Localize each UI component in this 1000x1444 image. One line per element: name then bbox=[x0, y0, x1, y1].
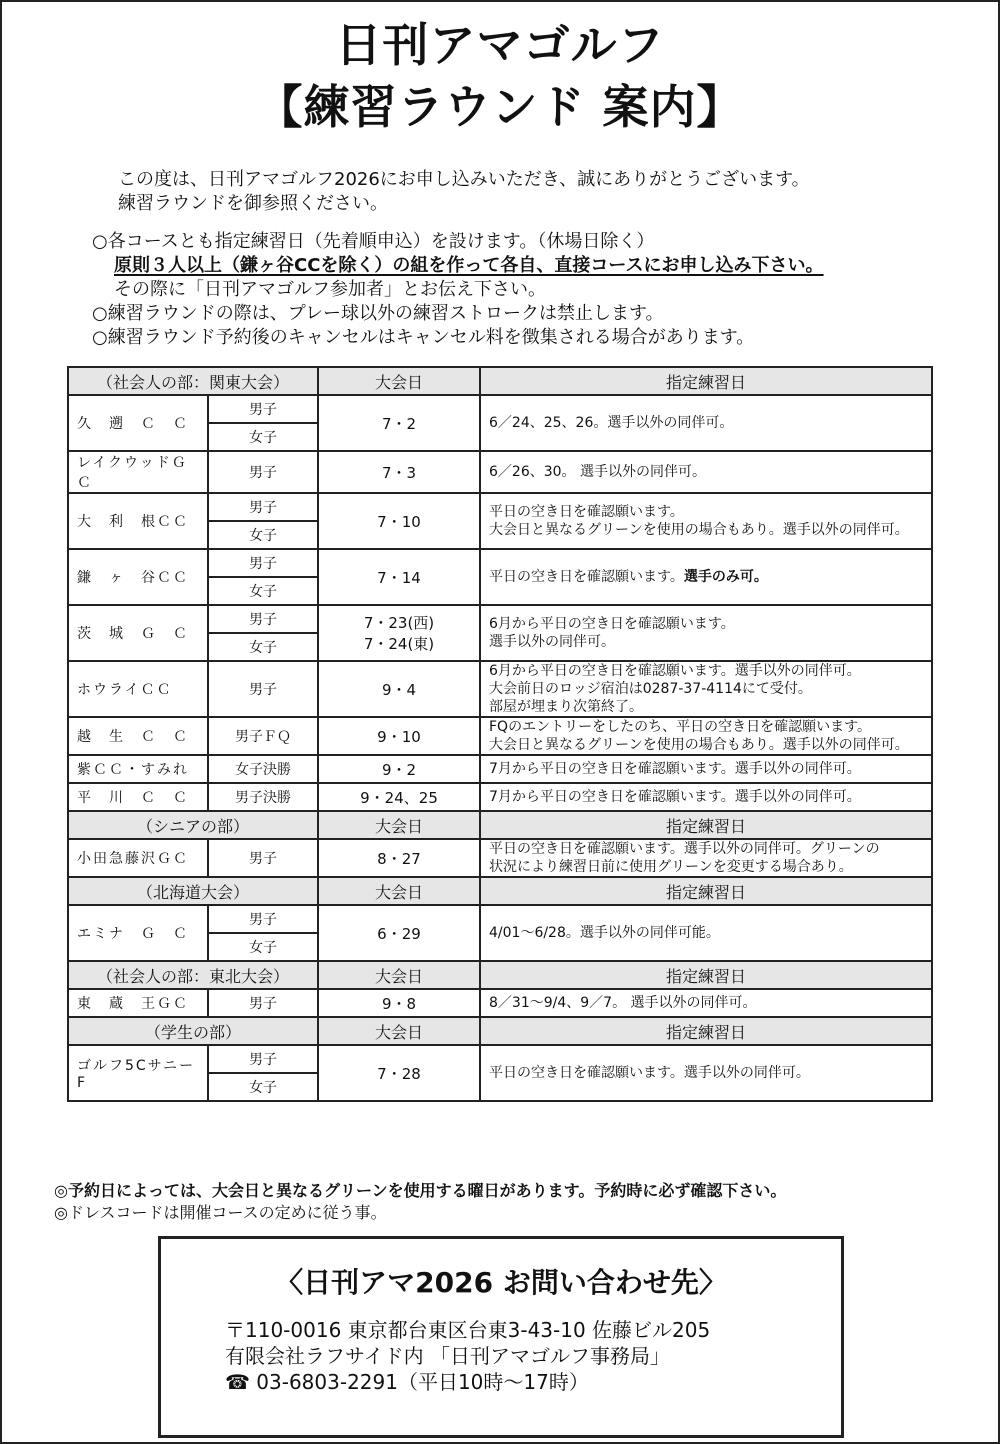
contact-title: 〈日刊アマ2026 お問い合わせ先〉 bbox=[275, 1266, 727, 1299]
date-value: 9・24、25 bbox=[360, 788, 438, 807]
category: 男子 bbox=[208, 989, 318, 1017]
tournament-date bbox=[318, 1045, 480, 1101]
category: 男子 bbox=[208, 839, 318, 877]
table-row bbox=[68, 605, 932, 633]
course-name: レイクウッドＧＣ bbox=[68, 451, 208, 493]
column-header-date: 大会日 bbox=[318, 811, 480, 839]
course-name: 越 生 Ｃ Ｃ bbox=[68, 717, 208, 755]
tournament-date bbox=[318, 839, 480, 877]
table-row bbox=[68, 451, 932, 493]
practice-line bbox=[489, 840, 923, 858]
practice-days bbox=[480, 783, 932, 811]
practice-text: 平日の空き日を確認願います。選手以外の同伴可。 bbox=[489, 1065, 810, 1081]
category: 男子 bbox=[208, 395, 318, 423]
practice-line bbox=[489, 698, 923, 716]
course-name: ゴルフ5Cサニー F bbox=[68, 1045, 208, 1101]
practice-days bbox=[480, 1045, 932, 1101]
table-row bbox=[68, 717, 932, 755]
contact-address: 〒110-0016 東京都台東区台東3-43-10 佐藤ビル205 bbox=[225, 1318, 711, 1342]
table-row bbox=[68, 1045, 932, 1073]
practice-line bbox=[489, 568, 923, 586]
course-name: 久 遡 Ｃ Ｃ bbox=[68, 395, 208, 451]
contact-phone-line bbox=[225, 1369, 710, 1395]
table-row bbox=[68, 839, 932, 877]
practice-text: 6／24、25、26。選手以外の同伴可。 bbox=[489, 415, 734, 431]
table-row bbox=[68, 989, 932, 1017]
section-header-row bbox=[68, 961, 932, 989]
practice-text: 大会日と異なるグリーンを使用の場合もあり。選手以外の同伴可。 bbox=[489, 737, 909, 753]
practice-line bbox=[489, 503, 923, 521]
table-row bbox=[68, 493, 932, 521]
contact-office: 有限会社ラフサイド内 「日刊アマゴルフ事務局」 bbox=[225, 1344, 670, 1368]
section-division-label: （社会人の部：東北大会） bbox=[68, 961, 318, 989]
column-header-date: 大会日 bbox=[318, 367, 480, 395]
phone-icon: ☎ bbox=[225, 1370, 250, 1394]
section-header-row bbox=[68, 811, 932, 839]
practice-text: 8／31～9/4、9／7。 選手以外の同伴可。 bbox=[489, 995, 757, 1011]
practice-days bbox=[480, 755, 932, 783]
page-subtitle: 【練習ラウンド 案内】 bbox=[256, 80, 744, 134]
category: 男子 bbox=[208, 605, 318, 633]
date-value: 9・10 bbox=[377, 727, 421, 746]
practice-line bbox=[489, 463, 923, 481]
practice-line bbox=[489, 521, 923, 539]
practice-text: 平日の空き日を確認願います。 bbox=[489, 569, 684, 585]
course-name: 平 川 Ｃ Ｃ bbox=[68, 783, 208, 811]
category: 男子 bbox=[208, 451, 318, 493]
course-name: 小田急藤沢ＧＣ bbox=[68, 839, 208, 877]
tournament-date bbox=[318, 905, 480, 961]
category: 女子 bbox=[208, 577, 318, 605]
practice-text: 大会前日のロッジ宿泊は0287-37-4114にて受付。 bbox=[489, 681, 812, 697]
section-header-row bbox=[68, 877, 932, 905]
date-value: 9・2 bbox=[381, 760, 417, 779]
note-sub: その際に「日刊アマゴルフ参加者」とお伝え下さい。 bbox=[114, 279, 546, 300]
practice-line bbox=[489, 736, 923, 754]
tournament-date bbox=[318, 395, 480, 451]
practice-days bbox=[480, 451, 932, 493]
practice-text: 4/01～6/28。選手以外の同伴可能。 bbox=[489, 925, 720, 941]
practice-text: 部屋が埋まり次第終了。 bbox=[489, 699, 643, 715]
practice-text: 状況により練習日前に使用グリーンを変更する場合あり。 bbox=[489, 859, 853, 875]
contact-box bbox=[158, 1236, 844, 1438]
practice-text: 7月から平日の空き日を確認願います。選手以外の同伴可。 bbox=[489, 789, 861, 805]
column-header-practice: 指定練習日 bbox=[480, 1017, 932, 1045]
course-name: 紫ＣＣ・すみれ bbox=[68, 755, 208, 783]
practice-line bbox=[489, 760, 923, 778]
practice-line bbox=[489, 788, 923, 806]
category: 女子決勝 bbox=[208, 755, 318, 783]
category: 女子 bbox=[208, 521, 318, 549]
practice-line bbox=[489, 680, 923, 698]
column-header-practice: 指定練習日 bbox=[480, 961, 932, 989]
category: 男子 bbox=[208, 905, 318, 933]
category: 女子 bbox=[208, 633, 318, 661]
table-row bbox=[68, 549, 932, 577]
section-division-label: （学生の部） bbox=[68, 1017, 318, 1045]
category: 男子ＦＱ bbox=[208, 717, 318, 755]
date-value: 8・27 bbox=[377, 849, 421, 868]
practice-days bbox=[480, 839, 932, 877]
note-item: ○各コースとも指定練習日（先着順申込）を設けます。（休場日除く） bbox=[92, 231, 655, 252]
category: 女子 bbox=[208, 1073, 318, 1101]
tournament-date bbox=[318, 661, 480, 717]
category: 男子 bbox=[208, 493, 318, 521]
practice-text: FQのエントリーをしたのち、平日の空き日を確認願います。 bbox=[489, 719, 871, 735]
contact-phone[interactable]: 03-6803-2291（平日10時～17時） bbox=[256, 1370, 589, 1394]
date-value: 6・29 bbox=[377, 924, 421, 943]
date-value: 7・3 bbox=[381, 463, 417, 482]
table-row bbox=[68, 661, 932, 717]
practice-text: 7月から平日の空き日を確認願います。選手以外の同伴可。 bbox=[489, 761, 861, 777]
page-title: 日刊アマゴルフ bbox=[335, 18, 665, 72]
section-division-label: （北海道大会） bbox=[68, 877, 318, 905]
date-value: 7・10 bbox=[377, 512, 421, 531]
section-header-row bbox=[68, 367, 932, 395]
category: 女子 bbox=[208, 933, 318, 961]
column-header-practice: 指定練習日 bbox=[480, 877, 932, 905]
course-name: 茨 城 Ｇ Ｃ bbox=[68, 605, 208, 661]
practice-line bbox=[489, 414, 923, 432]
intro-line: この度は、日刊アマゴルフ2026にお申し込みいただき、誠にありがとうございます。 bbox=[118, 169, 810, 190]
practice-line bbox=[489, 994, 923, 1012]
note-item: ○練習ラウンドの際は、プレー球以外の練習ストロークは禁止します。 bbox=[92, 303, 664, 324]
tournament-date bbox=[318, 493, 480, 549]
practice-days bbox=[480, 989, 932, 1017]
category: 男子 bbox=[208, 1045, 318, 1073]
practice-days bbox=[480, 905, 932, 961]
practice-text: 平日の空き日を確認願います。選手以外の同伴可。グリーンの bbox=[489, 841, 880, 857]
practice-text: 6／26、30。 選手以外の同伴可。 bbox=[489, 464, 706, 480]
course-name: 鎌 ヶ 谷ＣＣ bbox=[68, 549, 208, 605]
course-name: 東 蔵 王ＧＣ bbox=[68, 989, 208, 1017]
section-header-row bbox=[68, 1017, 932, 1045]
category: 男子決勝 bbox=[208, 783, 318, 811]
column-header-practice: 指定練習日 bbox=[480, 367, 932, 395]
category: 男子 bbox=[208, 549, 318, 577]
course-name: エミナ Ｇ Ｃ bbox=[68, 905, 208, 961]
course-name: 大 利 根ＣＣ bbox=[68, 493, 208, 549]
practice-days bbox=[480, 605, 932, 661]
footnote-green-warning: ◎予約日によっては、大会日と異なるグリーンを使用する曜日があります。予約時に必ず確認下さい。 bbox=[54, 1181, 787, 1200]
table-row bbox=[68, 783, 932, 811]
date-value: 9・8 bbox=[381, 994, 417, 1013]
date-value: 7・14 bbox=[377, 568, 421, 587]
practice-text: 6月から平日の空き日を確認願います。 bbox=[489, 616, 735, 632]
date-value: 7・24(東) bbox=[363, 635, 435, 653]
practice-text: 平日の空き日を確認願います。 bbox=[489, 504, 684, 520]
column-header-practice: 指定練習日 bbox=[480, 811, 932, 839]
date-value: 7・2 bbox=[381, 414, 417, 433]
tournament-date bbox=[318, 989, 480, 1017]
practice-days bbox=[480, 395, 932, 451]
tournament-date bbox=[318, 717, 480, 755]
table-row bbox=[68, 905, 932, 933]
tournament-date bbox=[318, 783, 480, 811]
practice-line bbox=[489, 615, 923, 633]
date-value: 7・28 bbox=[377, 1064, 421, 1083]
tournament-date bbox=[318, 549, 480, 605]
intro-line: 練習ラウンドを御参照ください。 bbox=[118, 193, 388, 214]
practice-line bbox=[489, 662, 923, 680]
column-header-date: 大会日 bbox=[318, 1017, 480, 1045]
practice-line bbox=[489, 718, 923, 736]
table-row bbox=[68, 755, 932, 783]
note-item: ○練習ラウンド予約後のキャンセルはキャンセル料を徴集される場合があります。 bbox=[92, 327, 755, 348]
tournament-date bbox=[318, 451, 480, 493]
footnote-dress-code: ◎ドレスコードは開催コースの定めに従う事。 bbox=[54, 1203, 387, 1222]
tournament-date bbox=[318, 605, 480, 661]
footnotes bbox=[54, 1180, 786, 1224]
column-header-date: 大会日 bbox=[318, 877, 480, 905]
notes bbox=[92, 230, 824, 350]
intro-text bbox=[118, 168, 810, 216]
tournament-date bbox=[318, 755, 480, 783]
practice-emphasis: 選手のみ可。 bbox=[683, 569, 768, 585]
practice-text: 選手以外の同伴可。 bbox=[489, 634, 615, 650]
practice-line bbox=[489, 633, 923, 651]
practice-line bbox=[489, 858, 923, 876]
category: 男子 bbox=[208, 661, 318, 717]
practice-days bbox=[480, 717, 932, 755]
practice-days bbox=[480, 493, 932, 549]
category: 女子 bbox=[208, 423, 318, 451]
practice-text: 大会日と異なるグリーンを使用の場合もあり。選手以外の同伴可。 bbox=[489, 522, 909, 538]
note-emphasis: 原則３人以上（鎌ヶ谷CCを除く）の組を作って各自、直接コースにお申し込み下さい。 bbox=[114, 255, 824, 276]
table-row bbox=[68, 395, 932, 423]
practice-schedule-table bbox=[67, 366, 933, 1102]
practice-line bbox=[489, 924, 923, 942]
section-division-label: （シニアの部） bbox=[68, 811, 318, 839]
practice-line bbox=[489, 1064, 923, 1082]
practice-text: 6月から平日の空き日を確認願います。選手以外の同伴可。 bbox=[489, 663, 861, 679]
date-value: 9・4 bbox=[381, 680, 417, 699]
practice-days bbox=[480, 661, 932, 717]
section-division-label: （社会人の部：関東大会） bbox=[68, 367, 318, 395]
column-header-date: 大会日 bbox=[318, 961, 480, 989]
practice-days bbox=[480, 549, 932, 605]
date-value: 7・23(西) bbox=[363, 614, 435, 632]
course-name: ホウライＣＣ bbox=[68, 661, 208, 717]
